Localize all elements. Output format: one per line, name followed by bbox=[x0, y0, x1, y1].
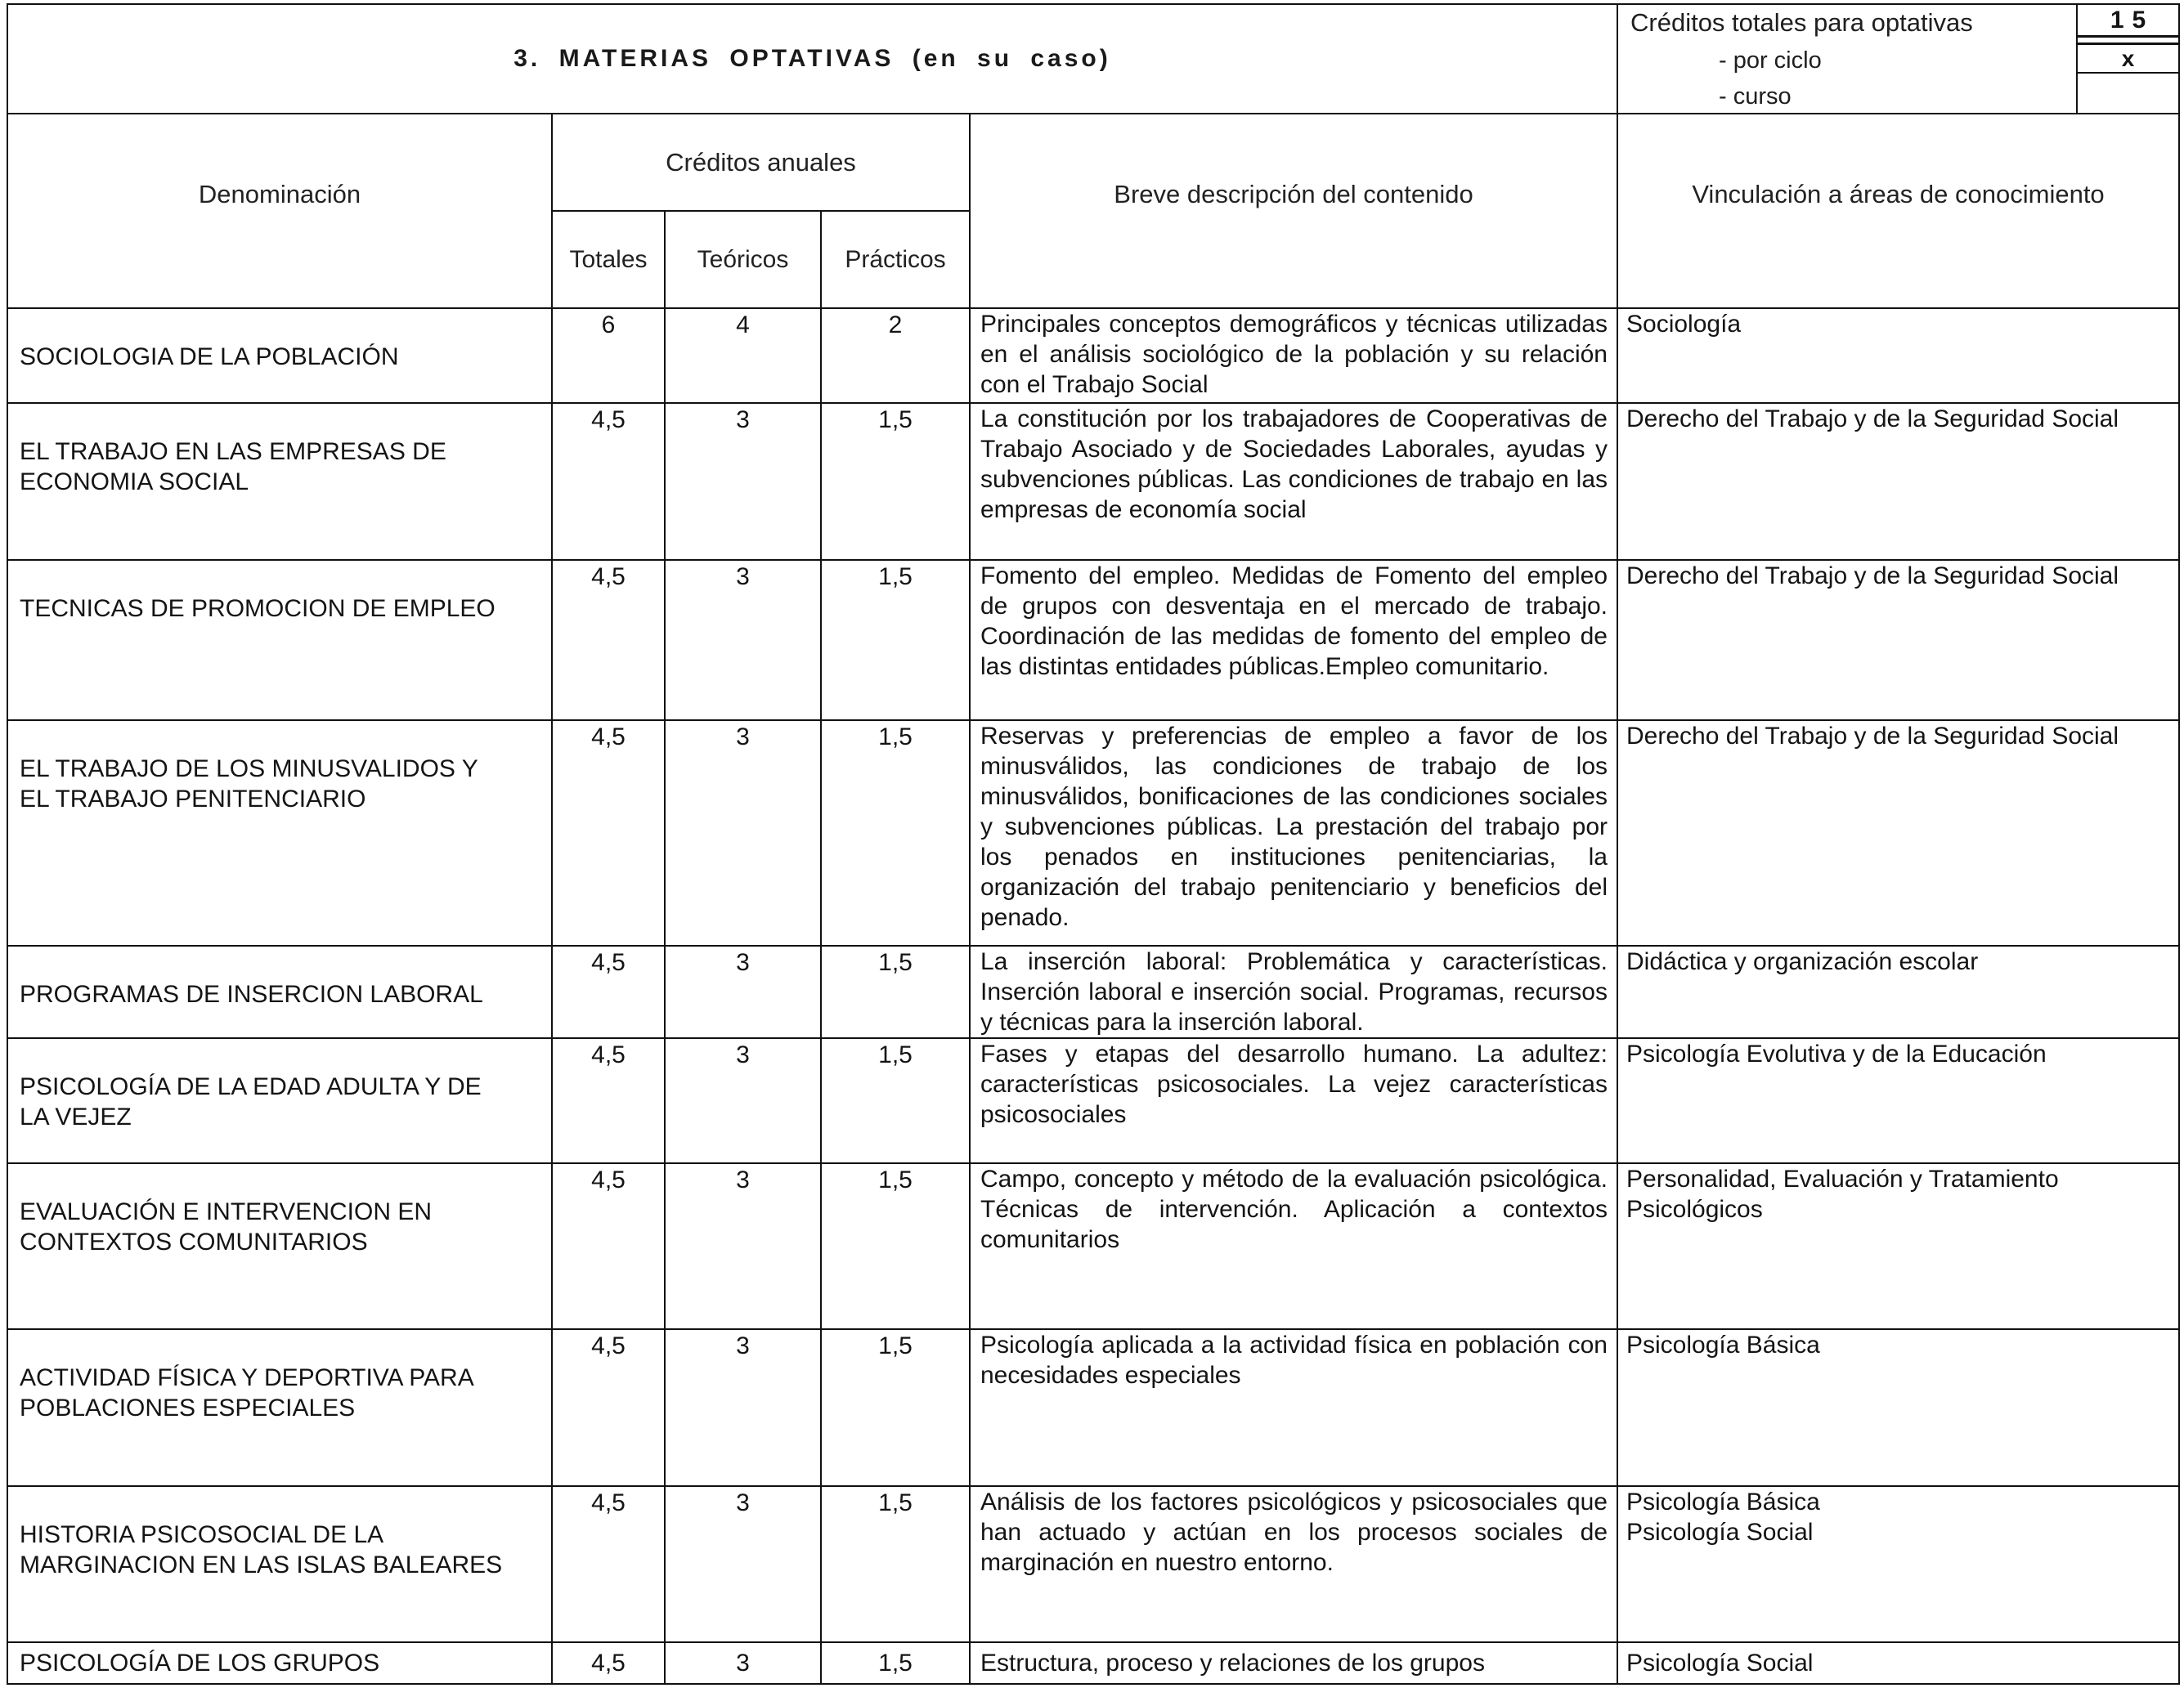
content-description: Psicología aplicada a la actividad física en población con necesidades especiales bbox=[971, 1330, 1618, 1487]
column-group-credits bbox=[553, 114, 971, 309]
credits-theory: 3 bbox=[666, 1487, 822, 1643]
credits-practice: 1,5 bbox=[822, 721, 971, 947]
credits-total: 4,5 bbox=[553, 1039, 666, 1164]
credits-total: 6 bbox=[553, 309, 666, 404]
knowledge-area: Sociología bbox=[1618, 309, 2180, 404]
credits-practice: 1,5 bbox=[822, 1164, 971, 1330]
table-body bbox=[7, 309, 2180, 1685]
subject-name: PSICOLOGÍA DE LA EDAD ADULTA Y DE LA VEJEZ bbox=[7, 1039, 553, 1164]
table-row bbox=[7, 1039, 2180, 1164]
subject-name: EVALUACIÓN E INTERVENCION EN CONTEXTOS COMUNITARIOS bbox=[7, 1164, 553, 1330]
credits-practice: 1,5 bbox=[822, 1330, 971, 1487]
credits-total-label: Créditos totales para optativas bbox=[1630, 8, 1973, 37]
credits-theory: 4 bbox=[666, 309, 822, 404]
per-cycle-label: - por ciclo bbox=[1719, 47, 1822, 74]
table-header bbox=[7, 114, 2180, 309]
credits-subheaders bbox=[553, 212, 969, 307]
credits-total: 4,5 bbox=[553, 1643, 666, 1685]
section-title: 3. MATERIAS OPTATIVAS (en su caso) bbox=[513, 45, 1111, 72]
table-row bbox=[7, 561, 2180, 721]
table-row bbox=[7, 404, 2180, 561]
credits-total: 4,5 bbox=[553, 404, 666, 561]
column-header-credits: Créditos anuales bbox=[553, 114, 969, 212]
knowledge-area: Derecho del Trabajo y de la Seguridad Social bbox=[1618, 404, 2180, 561]
content-description: Reservas y preferencias de empleo a favor de los minusválidos, las condiciones de trabajo de los minusválidos, bonificaciones de las condiciones sociales y subvenciones públicas. La prestación del trabajo por los penados en instituciones penitenciarias, la organización del trabajo penitenciario y beneficios del penado. bbox=[971, 721, 1618, 947]
column-header-practice: Prácticos bbox=[845, 245, 946, 273]
credits-theory: 3 bbox=[666, 1643, 822, 1685]
credits-practice: 1,5 bbox=[822, 1487, 971, 1643]
table-title-row bbox=[7, 3, 2180, 114]
knowledge-area: Derecho del Trabajo y de la Seguridad Social bbox=[1618, 561, 2180, 721]
knowledge-area: Didáctica y organización escolar bbox=[1618, 947, 2180, 1039]
optional-subjects-table bbox=[7, 3, 2180, 1685]
content-description: Campo, concepto y método de la evaluación psicológica. Técnicas de intervención. Aplicación a contextos comunitarios bbox=[971, 1164, 1618, 1330]
knowledge-area: Psicología Social bbox=[1618, 1643, 2180, 1685]
knowledge-area: Psicología Básica Psicología Social bbox=[1618, 1487, 2180, 1643]
table-row bbox=[7, 1487, 2180, 1643]
credits-total: 4,5 bbox=[553, 947, 666, 1039]
table-row bbox=[7, 1643, 2180, 1685]
optional-credits-panel bbox=[1618, 3, 2180, 114]
credits-practice: 2 bbox=[822, 309, 971, 404]
table-row bbox=[7, 721, 2180, 947]
column-header-theory: Teóricos bbox=[666, 212, 822, 307]
column-header-name: Denominación bbox=[7, 114, 553, 309]
credits-theory: 3 bbox=[666, 561, 822, 721]
credits-total: 4,5 bbox=[553, 1330, 666, 1487]
column-header-areas: Vinculación a áreas de conocimiento bbox=[1618, 114, 2180, 309]
subject-name: EL TRABAJO EN LAS EMPRESAS DE ECONOMIA SOCIAL bbox=[7, 404, 553, 561]
content-description: La constitución por los trabajadores de Cooperativas de Trabajo Asociado y de Sociedades Laborales, ayudas y subvenciones públicas. Las condiciones de trabajo en las empresas de economía social bbox=[971, 404, 1618, 561]
credits-practice: 1,5 bbox=[822, 947, 971, 1039]
content-description: Fomento del empleo. Medidas de Fomento del empleo de grupos con desventaja en el mercado de trabajo. Coordinación de las medidas de fomento del empleo de las distintas entidades públicas.Empleo comunitario. bbox=[971, 561, 1618, 721]
per-course-label: - curso bbox=[1719, 83, 1792, 110]
column-header-description: Breve descripción del contenido bbox=[971, 114, 1618, 309]
content-description: La inserción laboral: Problemática y características. Inserción laboral e inserción social. Programas, recursos y técnicas para la inserción laboral. bbox=[971, 947, 1618, 1039]
credits-practice: 1,5 bbox=[822, 561, 971, 721]
credits-practice: 1,5 bbox=[822, 1039, 971, 1164]
credits-total: 4,5 bbox=[553, 1487, 666, 1643]
credits-theory: 3 bbox=[666, 947, 822, 1039]
knowledge-area: Psicología Básica bbox=[1618, 1330, 2180, 1487]
table-row bbox=[7, 947, 2180, 1039]
credits-total-value: 15 bbox=[2078, 5, 2178, 38]
credits-total: 4,5 bbox=[553, 561, 666, 721]
credits-practice: 1,5 bbox=[822, 1643, 971, 1685]
credits-theory: 3 bbox=[666, 1330, 822, 1487]
credits-theory: 3 bbox=[666, 1039, 822, 1164]
credits-total: 4,5 bbox=[553, 721, 666, 947]
title-cell bbox=[7, 3, 1618, 114]
subject-name: SOCIOLOGIA DE LA POBLACIÓN bbox=[7, 309, 553, 404]
subject-name: ACTIVIDAD FÍSICA Y DEPORTIVA PARA POBLACIONES ESPECIALES bbox=[7, 1330, 553, 1487]
subject-name: TECNICAS DE PROMOCION DE EMPLEO bbox=[7, 561, 553, 721]
subject-name: PROGRAMAS DE INSERCION LABORAL bbox=[7, 947, 553, 1039]
credits-boxes bbox=[2076, 5, 2178, 113]
credits-theory: 3 bbox=[666, 1164, 822, 1330]
content-description: Análisis de los factores psicológicos y psicosociales que han actuado y actúan en los procesos sociales de marginación en nuestro entorno. bbox=[971, 1487, 1618, 1643]
knowledge-area: Psicología Evolutiva y de la Educación bbox=[1618, 1039, 2180, 1164]
subject-name: EL TRABAJO DE LOS MINUSVALIDOS Y EL TRABAJO PENITENCIARIO bbox=[7, 721, 553, 947]
knowledge-area: Derecho del Trabajo y de la Seguridad Social bbox=[1618, 721, 2180, 947]
credits-theory: 3 bbox=[666, 721, 822, 947]
credits-theory: 3 bbox=[666, 404, 822, 561]
subject-name: HISTORIA PSICOSOCIAL DE LA MARGINACION EN LAS ISLAS BALEARES bbox=[7, 1487, 553, 1643]
table-row bbox=[7, 1164, 2180, 1330]
credits-practice: 1,5 bbox=[822, 404, 971, 561]
table-row bbox=[7, 1330, 2180, 1487]
content-description: Estructura, proceso y relaciones de los grupos bbox=[971, 1643, 1618, 1685]
credits-total: 4,5 bbox=[553, 1164, 666, 1330]
table-row bbox=[7, 309, 2180, 404]
knowledge-area: Personalidad, Evaluación y Tratamiento Psicológicos bbox=[1618, 1164, 2180, 1330]
per-cycle-mark: x bbox=[2078, 43, 2178, 74]
subject-name: PSICOLOGÍA DE LOS GRUPOS bbox=[7, 1643, 553, 1685]
content-description: Fases y etapas del desarrollo humano. La adultez: características psicosociales. La vejez características psicosociales bbox=[971, 1039, 1618, 1164]
column-header-total: Totales bbox=[553, 212, 666, 307]
content-description: Principales conceptos demográficos y técnicas utilizadas en el análisis sociológico de la población y su relación con el Trabajo Social bbox=[971, 309, 1618, 404]
